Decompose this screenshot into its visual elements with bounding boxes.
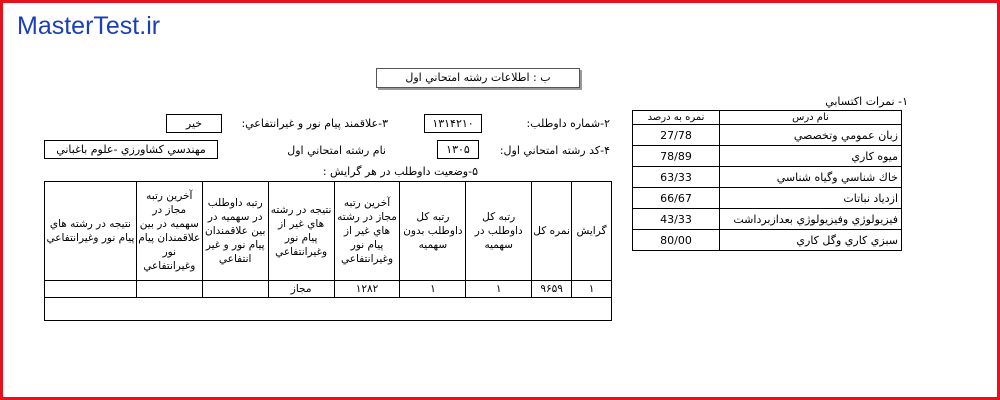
- grades-score-cell: 80/00: [633, 230, 720, 251]
- grades-row: [633, 230, 902, 251]
- grades-header-score: نمره به درصد: [633, 111, 720, 125]
- status-header-cell: آخرين رتبه مجاز در رشته هاي غير از پيام نور وغيرانتفاعي: [334, 182, 400, 281]
- grades-score-cell: 27/78: [633, 125, 720, 146]
- watermark: MasterTest.ir: [17, 12, 161, 40]
- status-empty-row: [45, 298, 612, 321]
- pnu-interest-value: خير: [166, 114, 222, 133]
- status-value-cell: [136, 281, 202, 298]
- status-header-cell: نتيجه در رشته هاي غير از پيام نور وغيرانتفاعي: [268, 182, 334, 281]
- grades-course-cell: سبزي كاري وگل كاري: [720, 230, 902, 251]
- grades-row: [633, 125, 902, 146]
- status-header-cell: نتيجه در رشته هاي پيام نور وغيرانتفاعي: [45, 182, 137, 281]
- status-value-cell: ۱: [400, 281, 466, 298]
- pnu-interest-label: ۳-علاقمند پيام نور و غيرانتفاعي:: [241, 117, 388, 130]
- status-table: [44, 181, 612, 321]
- status-value-cell: ۱: [466, 281, 532, 298]
- applicant-number-label: ۲-شماره داوطلب:: [526, 117, 610, 130]
- exam-name-value: مهندسي كشاورزي -علوم باغباني: [44, 140, 218, 159]
- status-header-cell: رتبه داوطلب در سهميه در بين علاقمندان پيام نور و غير انتفاعي: [202, 182, 268, 281]
- grades-course-cell: ميوه كاري: [720, 146, 902, 167]
- grades-row: [633, 146, 902, 167]
- status-title: ۵-وضعيت داوطلب در هر گرايش :: [322, 165, 478, 178]
- grades-row: [633, 209, 902, 230]
- status-value-cell: [202, 281, 268, 298]
- grades-title: ۱- نمرات اکتسابي: [825, 95, 908, 108]
- status-value-cell: ۱: [572, 281, 612, 298]
- grades-table: [632, 110, 902, 251]
- status-value-cell: [45, 281, 137, 298]
- status-header-cell: آخرين رتبه مجاز در سهميه در بين علاقمندان پيام نور وغيرانتفاعي: [136, 182, 202, 281]
- grades-score-cell: 63/33: [633, 167, 720, 188]
- grades-course-cell: زبان عمومي وتخصصي: [720, 125, 902, 146]
- status-value-cell: ۱۲۸۲: [334, 281, 400, 298]
- grades-course-cell: خاك شناسي وگياه شناسي: [720, 167, 902, 188]
- grades-row: [633, 167, 902, 188]
- status-header-cell: نمره کل: [532, 182, 572, 281]
- exam-code-label: ۴-کد رشته امتحاني اول:: [499, 144, 610, 157]
- status-value-cell: ۹۶۵۹: [532, 281, 572, 298]
- grades-header-course: نام درس: [720, 111, 902, 125]
- grades-course-cell: ازدياد نباتات: [720, 188, 902, 209]
- grades-score-cell: 78/89: [633, 146, 720, 167]
- exam-code-value: ۱۳۰۵: [437, 140, 479, 159]
- status-header-cell: رتبه کل داوطلب بدون سهميه: [400, 182, 466, 281]
- grades-score-cell: 43/33: [633, 209, 720, 230]
- status-header-cell: رتبه کل داوطلب در سهميه: [466, 182, 532, 281]
- grades-row: [633, 188, 902, 209]
- exam-name-label: نام رشته امتحاني اول: [287, 144, 386, 157]
- grades-score-cell: 66/67: [633, 188, 720, 209]
- section-title: ب : اطلاعات رشته امتحاني اول: [376, 68, 580, 88]
- status-header-cell: گرايش: [572, 182, 612, 281]
- status-value-cell: مجاز: [268, 281, 334, 298]
- applicant-number-value: ۱۳۱۴۲۱۰: [424, 114, 482, 133]
- grades-course-cell: فيزيولوژي وفيزيولوژي بعدازبرداشت: [720, 209, 902, 230]
